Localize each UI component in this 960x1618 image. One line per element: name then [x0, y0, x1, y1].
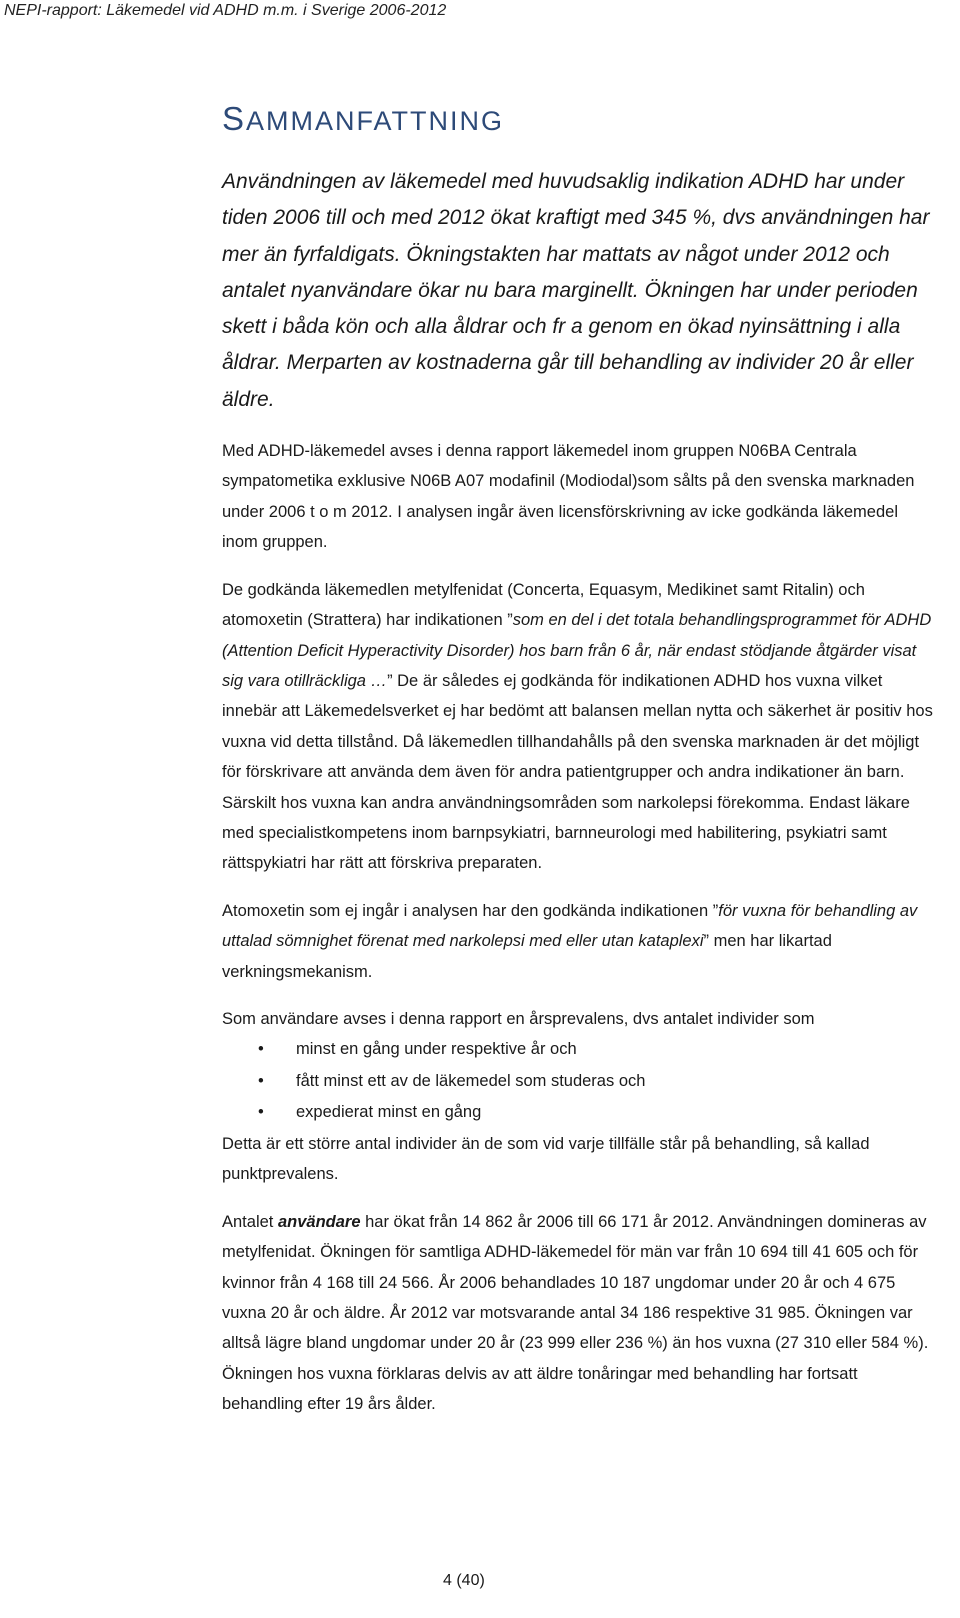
bullet-icon: •: [258, 1040, 264, 1059]
users-text-start: Antalet: [222, 1212, 278, 1231]
list-item-text: expedierat minst en gång: [296, 1103, 482, 1122]
list-item-text: fått minst ett av de läkemedel som studeras och: [296, 1071, 646, 1090]
users-statistics-paragraph: [222, 1207, 934, 1420]
users-emphasis: användare: [277, 1212, 361, 1231]
indication-text-end: ” De är således ej godkända för indikationen ADHD hos vuxna vilket innebär att Läkemedelsverket ej har bedömt att balansen mellan nytta och säkerhet är positiv hos vuxna vid detta tillstånd. Då läkemedlen tillhandahålls på den svenska marknaden är det möjligt för förskrivare att använda dem även för andra patientgrupper och andra indikationer än barn. Särskilt hos vuxna kan andra användningsområden som narkolepsi förekomma. Endast läkare med specialistkompetens inom barnpsykiatri, barnneurologi med habilitering, psykiatri samt rättspykiatri har rätt att förskriva preparaten.: [222, 671, 933, 873]
atomoxetin-text-end: ” men har likartad verkningsmekanism.: [222, 932, 832, 981]
user-definition-paragraph: Som användare avses i denna rapport en årsprevalens, dvs antalet individer som: [222, 1009, 815, 1028]
running-header: NEPI-rapport: Läkemedel vid ADHD m.m. i Sverige 2006-2012: [4, 2, 447, 19]
user-criteria-list: [222, 1034, 934, 1129]
users-text-end: har ökat från 14 862 år 2006 till 66 171 år 2012. Användningen domineras av metylfenidat. Ökningen för samtliga ADHD-läkemedel för män var från 10 694 till 41 605 och för kvinnor från 4 168 till 24 566. År 2006 behandlades 10 187 ungdomar under 20 år och 4 675 vuxna 20 år och äldre. År 2012 var motsvarande antal 34 186 respektive 31 985. Ökningen var alltså lägre bland ungdomar under 20 år (23 999 eller 236 %) än hos vuxna (27 310 eller 584 %). Ökningen hos vuxna förklaras delvis av att äldre tonåringar med behandling har fortsatt behandling efter 19 års ålder.: [222, 1212, 929, 1414]
indication-quote: som en del i det totala behandlingsprogrammet för ADHD (Attention Deficit Hyperactivity Disorder) hos barn från 6 år, när endast stödjande åtgärder visat sig vara otillräckliga …: [222, 611, 932, 690]
list-item: [222, 1097, 934, 1129]
bullet-icon: •: [258, 1071, 264, 1090]
page-content: [222, 100, 934, 1437]
bullet-icon: •: [258, 1103, 264, 1122]
indication-text-start: De godkända läkemedlen metylfenidat (Concerta, Equasym, Medikinet samt Ritalin) och atomoxetin (Strattera) har indikationen ”: [222, 580, 865, 630]
section-title-initial: S: [222, 100, 247, 137]
prevalence-paragraph: Detta är ett större antal individer än de som vid varje tillfälle står på behandling, så kallad punktprevalens.: [222, 1134, 870, 1184]
list-item-text: minst en gång under respektive år och: [296, 1040, 577, 1059]
atomoxetin-quote: för vuxna för behandling av uttalad sömnighet förenat med narkolepsi med eller utan kataplexi: [222, 901, 918, 951]
list-item: [222, 1034, 934, 1066]
section-title-rest: AMMANFATTNING: [246, 106, 505, 136]
list-item: [222, 1066, 934, 1098]
atomoxetin-paragraph: [222, 896, 934, 987]
page-number: 4 (40): [443, 1572, 485, 1589]
definition-paragraph: Med ADHD-läkemedel avses i denna rapport läkemedel inom gruppen N06BA Centrala sympatometika exklusive N06B A07 modafinil (Modiodal)som sålts på den svenska marknaden under 2006 t o m 2012. I analysen ingår även licensförskrivning av icke godkända läkemedel inom gruppen.: [222, 442, 915, 552]
section-title: [222, 100, 934, 138]
indication-paragraph: [222, 575, 934, 879]
summary-paragraph: Användningen av läkemedel med huvudsaklig indikation ADHD har under tiden 2006 till och med 2012 ökat kraftigt med 345 %, dvs användningen har mer än fyrfaldigats. Ökningstakten har mattats av något under 2012 och antalet nyanvändare ökar nu bara marginellt. Ökningen har under perioden skett i båda kön och alla åldrar och fr a genom en ökad nyinsättning i alla åldrar. Merparten av kostnaderna går till behandling av individer 20 år eller äldre.: [222, 170, 930, 411]
atomoxetin-text-start: Atomoxetin som ej ingår i analysen har den godkända indikationen ”: [222, 901, 719, 920]
